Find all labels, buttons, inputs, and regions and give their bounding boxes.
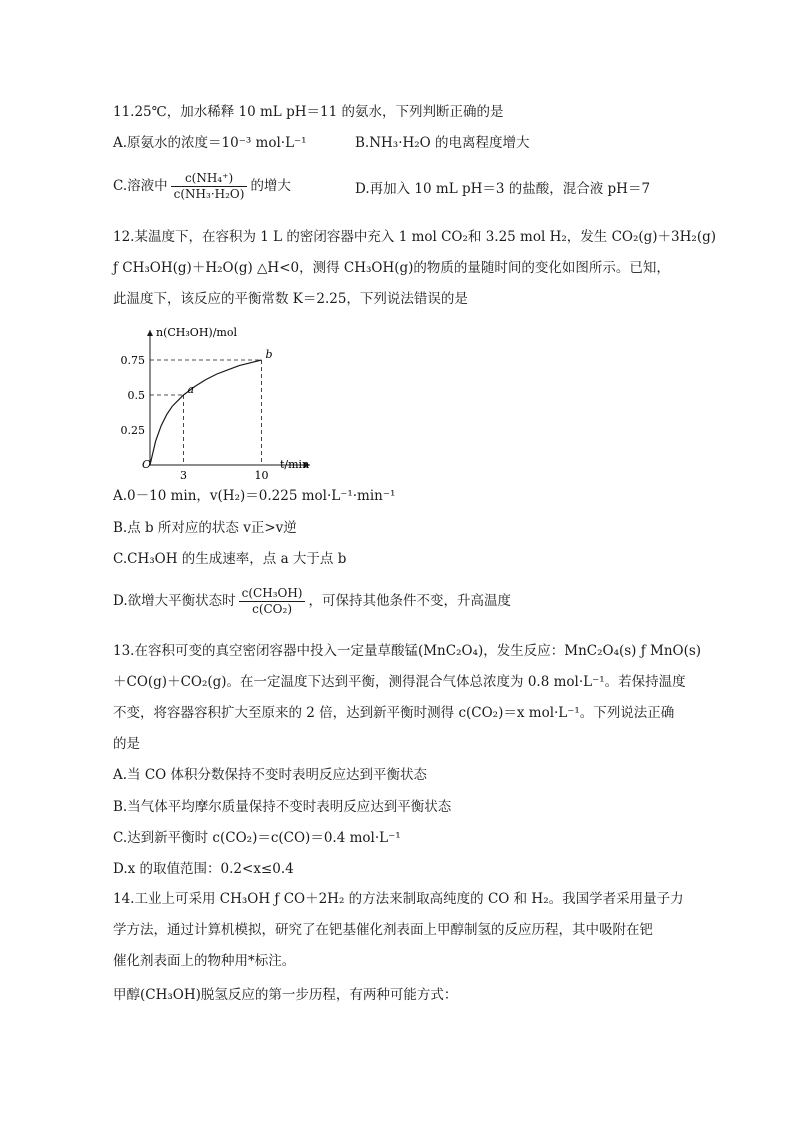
q12-option-d-suffix: ，可保持其他条件不变，升高温度 bbox=[308, 593, 511, 609]
point-label-b: b bbox=[265, 348, 273, 361]
origin-label: O bbox=[142, 458, 152, 471]
q12-option-b: B.点 b 所对应的状态 v正>v逆 bbox=[113, 520, 297, 536]
q12-option-d-prefix: D.欲增大平衡状态时 bbox=[113, 593, 236, 609]
q11-option-d: D.再加入 10 mL pH＝3 的盐酸，混合液 pH＝7 bbox=[355, 181, 651, 197]
series-line-ch3oh bbox=[150, 360, 262, 465]
q13-option-a: A.当 CO 体积分数保持不变时表明反应达到平衡状态 bbox=[113, 767, 428, 783]
q11-option-c-numerator: c(NH₄⁺) bbox=[171, 171, 248, 187]
q14-stem-line3: 催化剂表面上的物种用*标注。 bbox=[113, 953, 296, 969]
q12-stem-line2: ƒ CH₃OH(g)＋H₂O(g) △H<0，测得 CH₃OH(g)的物质的量随时间的变化如图所示。已知， bbox=[113, 260, 670, 276]
q12-option-d-fraction bbox=[239, 586, 306, 617]
q11-option-a: A.原氨水的浓度＝10⁻³ mol·L⁻¹ bbox=[113, 135, 307, 151]
q12-stem-line1: 12.某温度下，在容积为 1 L 的密闭容器中充入 1 mol CO₂和 3.25 mol H₂，发生 CO₂(g)＋3H₂(g) bbox=[113, 229, 717, 245]
q12-option-d bbox=[113, 586, 511, 617]
q12-stem-line3: 此温度下，该反应的平衡常数 K＝2.25，下列说法错误的是 bbox=[113, 291, 468, 307]
q11-stem: 11.25℃，加水稀释 10 mL pH＝11 的氨水，下列判断正确的是 bbox=[113, 104, 504, 120]
x-tick-label-0: 3 bbox=[179, 469, 187, 482]
q12-option-a: A.0－10 min，v(H₂)＝0.225 mol·L⁻¹·min⁻¹ bbox=[113, 488, 396, 504]
q13-option-b: B.当气体平均摩尔质量保持不变时表明反应达到平衡状态 bbox=[113, 799, 452, 815]
methanol-amount-chart bbox=[110, 320, 320, 482]
q11-option-c bbox=[113, 171, 291, 202]
y-axis-label: n(CH₃OH)/mol bbox=[156, 326, 237, 339]
q12-option-d-denominator: c(CO₂) bbox=[252, 602, 293, 616]
q11-option-c-denominator: c(NH₃·H₂O) bbox=[173, 187, 245, 201]
q13-option-d: D.x 的取值范围：0.2<x≤0.4 bbox=[113, 861, 294, 877]
q13-stem-line1: 13.在容积可变的真空密闭容器中投入一定量草酸锰(MnC₂O₄)，发生反应：MnC₂O₄(s) ƒ MnO(s) bbox=[113, 643, 702, 659]
x-axis-label: t/min bbox=[280, 458, 310, 471]
q11-option-c-suffix: 的增大 bbox=[250, 178, 291, 194]
q13-stem-line3: 不变，将容器容积扩大至原来的 2 倍，达到新平衡时测得 c(CO₂)＝x mol·L⁻¹。下列说法正确 bbox=[113, 705, 675, 721]
y-axis-arrow bbox=[147, 330, 153, 336]
point-label-a: a bbox=[187, 383, 195, 396]
q11-option-b: B.NH₃·H₂O 的电离程度增大 bbox=[355, 135, 530, 151]
q13-option-c: C.达到新平衡时 c(CO₂)＝c(CO)＝0.4 mol·L⁻¹ bbox=[113, 830, 401, 846]
x-tick-label-1: 10 bbox=[254, 469, 269, 482]
q13-stem-line4: 的是 bbox=[113, 736, 140, 752]
q14-stem-line2: 学方法，通过计算机模拟，研究了在钯基催化剂表面上甲醇制氢的反应历程，其中吸附在钯 bbox=[113, 922, 653, 938]
q12-option-d-numerator: c(CH₃OH) bbox=[239, 586, 306, 602]
y-tick-label-0: 0.75 bbox=[120, 354, 145, 367]
q11-option-c-fraction bbox=[171, 171, 248, 202]
q14-stem-line1: 14.工业上可采用 CH₃OH ƒ CO＋2H₂ 的方法来制取高纯度的 CO 和 H₂。我国学者采用量子力 bbox=[113, 891, 684, 907]
y-tick-label-1: 0.5 bbox=[127, 389, 145, 402]
y-tick-label-2: 0.25 bbox=[120, 424, 145, 437]
q12-option-c: C.CH₃OH 的生成速率，点 a 大于点 b bbox=[113, 551, 347, 567]
q11-option-c-prefix: C.溶液中 bbox=[113, 178, 168, 194]
q14-stem-line4: 甲醇(CH₃OH)脱氢反应的第一步历程，有两种可能方式： bbox=[113, 987, 458, 1003]
q13-stem-line2: ＋CO(g)＋CO₂(g)。在一定温度下达到平衡，测得混合气体总浓度为 0.8 mol·L⁻¹。若保持温度 bbox=[113, 674, 686, 690]
